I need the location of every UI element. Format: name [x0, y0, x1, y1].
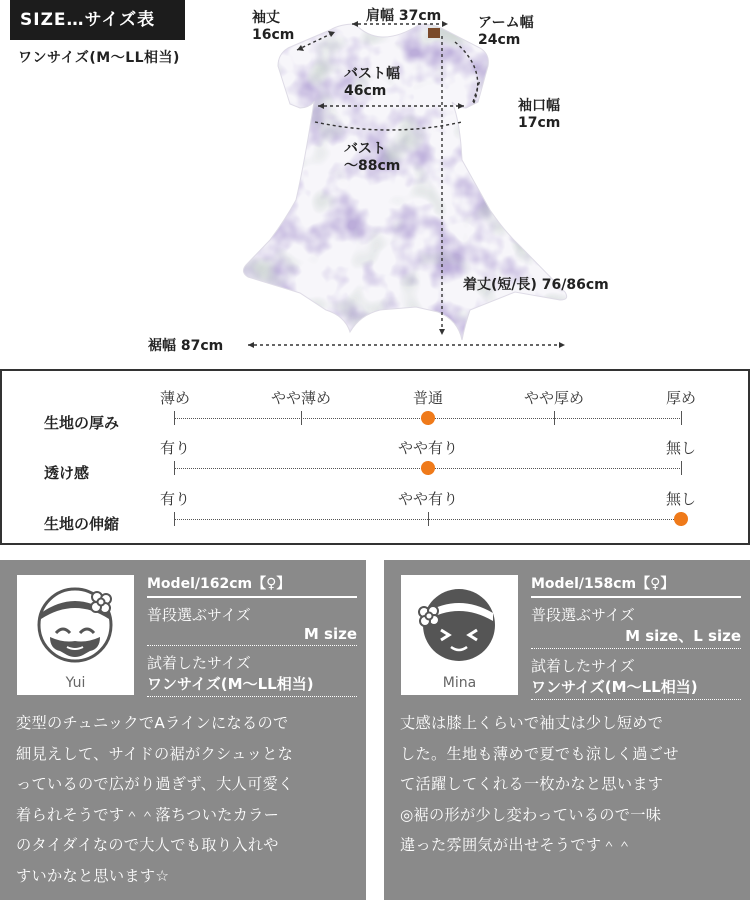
tick-label: やや薄め: [270, 389, 332, 407]
scale-row-thickness: [2, 387, 748, 437]
tick-mark: [174, 512, 175, 526]
tried-size-value: ワンサイズ(M〜LL相当): [531, 676, 741, 700]
scale-indicator-dot: [674, 512, 688, 526]
comment-line: した。生地も薄めで夏でも涼しく過ごせ: [400, 744, 679, 763]
avatar: [401, 575, 518, 695]
tick-label: 有り: [159, 439, 191, 457]
model-face-icon: [17, 575, 134, 675]
model-comment: [400, 708, 746, 861]
bust-width-label: バスト幅 46cm: [344, 66, 400, 99]
tick-label: 有り: [159, 490, 191, 508]
tick-label: 無し: [665, 490, 697, 508]
comment-line: すいかなと思います☆: [16, 866, 170, 885]
tick-label: 無し: [665, 439, 697, 457]
armhole-label: アーム幅 24cm: [478, 15, 534, 48]
comment-line: 変型のチュニックでAラインになるので: [16, 714, 289, 732]
model-comment: [16, 708, 362, 891]
comment-line: 着られそうです＾＾落ちついたカラー: [16, 805, 280, 824]
hem-width-label: 裾幅 87cm: [148, 338, 224, 354]
tick-mark: [174, 461, 175, 475]
size-subtitle: ワンサイズ(M〜LL相当): [18, 50, 180, 66]
tick-mark: [681, 411, 682, 425]
length-label: 着丈(短/長) 76/86cm: [463, 277, 609, 293]
usual-size-value: M size、L size: [531, 625, 741, 649]
fabric-scale-panel: [0, 369, 750, 545]
avatar: [17, 575, 134, 695]
scale-row-label: 生地の伸縮: [44, 515, 120, 533]
tick-label: 薄め: [159, 389, 191, 407]
comment-line: っているので広がり過ぎず、大人可愛く: [16, 775, 294, 793]
tried-size-label: 試着したサイズ: [147, 654, 251, 672]
cuff-width-label: 袖口幅 17cm: [518, 98, 561, 131]
tick-mark: [174, 411, 175, 425]
tick-mark: [681, 461, 682, 475]
model-card-mina: [384, 560, 750, 900]
tick-mark: [554, 411, 555, 425]
comment-line: のタイダイなので大人でも取り入れや: [16, 836, 279, 854]
model-header: Model/158cm【♀】: [531, 573, 741, 598]
model-face-icon: [401, 575, 518, 675]
tried-size-value: ワンサイズ(M〜LL相当): [147, 673, 357, 697]
model-info: [531, 573, 741, 700]
tick-label: やや有り: [397, 439, 459, 457]
usual-size-value: M size: [147, 625, 357, 646]
tick-label: やや有り: [397, 490, 459, 508]
model-card-yui: [0, 560, 366, 900]
scale-row-stretch: [2, 488, 748, 538]
tick-mark: [428, 512, 429, 526]
tick-label: やや厚め: [523, 389, 585, 407]
usual-size-label: 普段選ぶサイズ: [147, 606, 251, 624]
sleeve-length-label: 袖丈 16cm: [252, 10, 295, 43]
tick-mark: [301, 411, 302, 425]
model-name: Yui: [65, 675, 86, 691]
bust-label: バスト 〜88cm: [344, 141, 401, 174]
size-chart-section: [0, 0, 750, 362]
tick-label: 厚め: [665, 389, 697, 407]
tick-label: 普通: [412, 389, 444, 407]
comment-line: 違った雰囲気が出せそうです＾＾: [400, 836, 633, 854]
garment-diagram: [230, 10, 610, 355]
comment-line: て活躍してくれる一枚かなと思います: [400, 775, 664, 793]
brand-label: [428, 28, 440, 38]
model-info: [147, 573, 357, 697]
scale-row-transparency: [2, 437, 748, 487]
scale-indicator-dot: [421, 461, 435, 475]
comment-line: 細見えして、サイドの裾がクシュッとな: [16, 744, 294, 763]
size-title: SIZE…サイズ表: [10, 0, 185, 40]
model-header: Model/162cm【♀】: [147, 573, 357, 598]
comment-line: ◎裾の形が少し変わっているので一味: [400, 805, 662, 824]
shoulder-width-label: 肩幅 37cm: [366, 8, 442, 24]
comment-line: 丈感は膝上くらいで袖丈は少し短めで: [400, 714, 664, 732]
scale-row-label: 生地の厚み: [44, 414, 120, 432]
tried-size-label: 試着したサイズ: [531, 657, 635, 675]
usual-size-label: 普段選ぶサイズ: [531, 606, 635, 624]
model-name: Mina: [442, 675, 477, 691]
scale-indicator-dot: [421, 411, 435, 425]
scale-row-label: 透け感: [44, 464, 90, 482]
